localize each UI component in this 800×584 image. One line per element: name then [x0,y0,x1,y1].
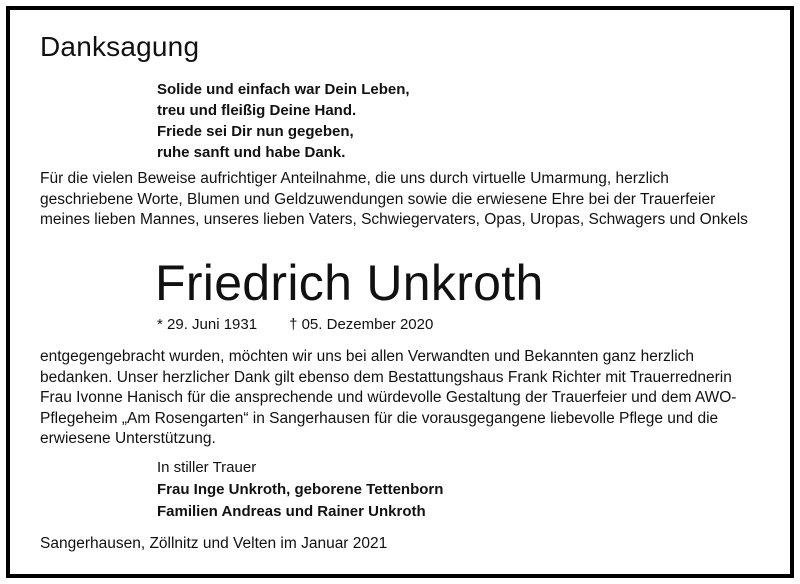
signer-name: Familien Andreas und Rainer Unkroth [157,503,426,520]
poem-line: treu und fleißig Deine Hand. [157,102,357,119]
signer-name: Frau Inge Unkroth, geborene Tettenborn [157,481,444,498]
poem [157,79,410,163]
thanks-paragraph-intro: Für die vielen Beweise aufrichtiger Anteilnahme, die uns durch virtuelle Umarmung, herzlich geschriebene Worte, Blumen und Geldzuwendungen sowie die erwiesene Ehre bei der Trauerfeier meines lieben Mannes, unseres lieben Vaters, Schwiegervaters, Opas, Uropas, Schwagers und Onkels [40,170,748,228]
deceased-name: Friedrich Unkroth [155,255,544,311]
poem-line: Friede sei Dir nun gegeben, [157,123,354,140]
death-date: † 05. Dezember 2020 [289,316,434,333]
place-and-date: Sangerhausen, Zöllnitz und Velten im Januar 2021 [40,535,388,552]
poem-line: Solide und einfach war Dein Leben, [157,81,410,98]
life-dates [157,316,433,333]
thanks-paragraph-main: entgegengebracht wurden, möchten wir uns bei allen Verwandten und Bekannten ganz herzlich bedanken. Unser herzlicher Dank gilt ebenso dem Bestattungshaus Frank Richter mit Trauerrednerin Frau Ivonne Hanisch für die ansprechende und würdevolle Gestaltung der Trauerfeier und dem AWO-Pflegeheim „Am Rosengarten“ in Sangerhausen für die vorausgegangene liebevolle Pflege und die erwiesene Unterstützung. [40,348,737,447]
birth-date: * 29. Juni 1931 [157,316,258,333]
mourning-intro: In stiller Trauer [157,459,257,476]
notice-heading: Danksagung [40,31,200,62]
mourning-signature [157,457,443,523]
poem-line: ruhe sanft und habe Dank. [157,144,346,161]
